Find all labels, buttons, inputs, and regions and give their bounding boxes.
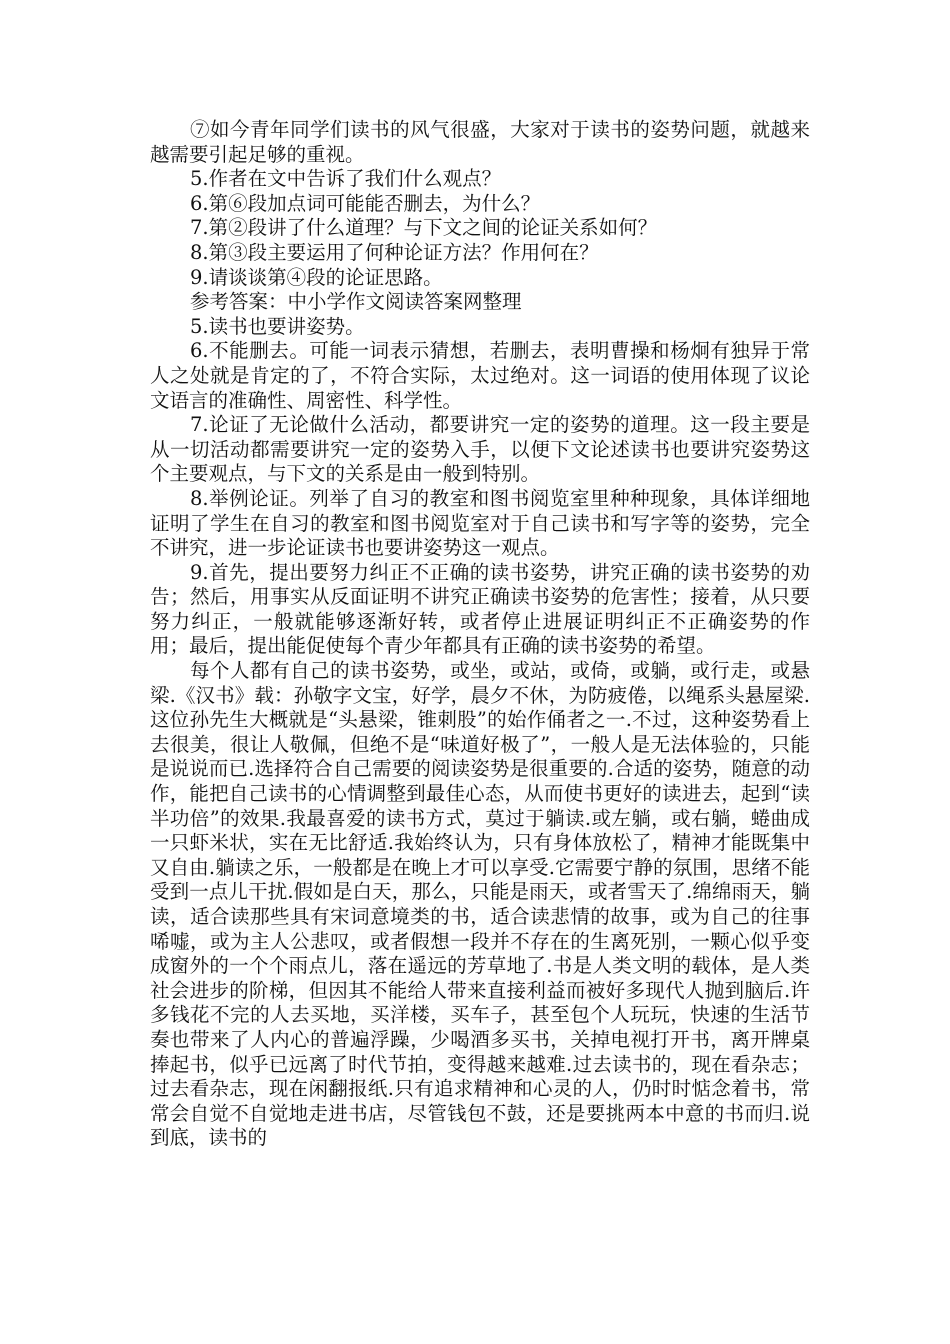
answer-key-heading: 参考答案：中小学作文阅读答案网整理 bbox=[190, 290, 522, 314]
question-9: 9.请谈谈第④段的论证思路。 bbox=[190, 265, 443, 289]
essay-paragraph-reading-posture: 每个人都有自己的读书姿势，或坐，或站，或倚，或躺，或行走，或悬梁.《汉书》载：孙敬字文宝，好学，晨夕不休，为防疲倦，以绳系头悬屋梁.这位孙先生大概就是“头悬梁，锥刺股”的始作俑者之一.不过，这种姿势看上去很美，很让人敬佩，但绝不是“味道好极了”，一般人是无法体验的，只能是说说而已.选择符合自己需要的阅读姿势是很重要的.合适的姿势，随意的动作，能把自己读书的心情调整到最佳心态，从而使书更好的读进去，起到“读半功倍”的效果.我最喜爱的读书方式，莫过于躺读.或左躺，或右躺，蜷曲成一只虾米状，实在无比舒适.我始终认为，只有身体放松了，精神才能既集中又自由.躺读之乐，一般都是在晚上才可以享受.它需要宁静的氛围，思绪不能受到一点儿干扰.假如是白天，那么，只能是雨天，或者雪天了.绵绵雨天，躺读，适合读那些具有宋词意境类的书，适合读悲情的故事，或为自己的往事唏嘘，或为主人公悲叹，或者假想一段并不存在的生离死别，一颗心似乎变成窗外的一个个雨点儿，落在遥远的芳草地了.书是人类文明的载体，是人类社会进步的阶梯，但因其不能给人带来直接利益而被好多现代人抛到脑后.许多钱花不完的人去买地，买洋楼，买车子，甚至包个人玩玩，快速的生活节奏也带来了人内心的普遍浮躁，少喝酒多买书，关掉电视打开书，离开牌桌捧起书，似乎已远离了时代节拍，变得越来越难.过去读书的，现在看杂志；过去看杂志，现在闲翻报纸.只有追求精神和心灵的人，仍时时惦念着书，常常会自觉不自觉地走进书店，尽管钱包不鼓，还是要挑两本中意的书而归.说到底，读书的 bbox=[150, 659, 810, 1150]
answer-6: 6.不能删去。可能一词表示猜想，若删去，表明曹操和杨炯有独异于常人之处就是肯定的了，不符合实际，太过绝对。这一词语的使用体现了议论文语言的准确性、周密性、科学性。 bbox=[150, 339, 810, 412]
question-8: 8.第③段主要运用了何种论证方法？作用何在？ bbox=[190, 240, 599, 264]
answer-5: 5.读书也要讲姿势。 bbox=[190, 314, 365, 338]
answer-8: 8.举例论证。列举了自习的教室和图书阅览室里种种现象，具体详细地证明了学生在自习的教室和图书阅览室对于自己读书和写字等的姿势，完全不讲究，进一步论证读书也要讲姿势这一观点。 bbox=[150, 486, 810, 560]
question-5: 5.作者在文中告诉了我们什么观点？ bbox=[190, 167, 502, 191]
answer-7: 7.论证了无论做什么活动，都要讲究一定的姿势的道理。这一段主要是从一切活动都需要讲究一定的姿势入手，以便下文论述读书也要讲究姿势这个主要观点，与下文的关系是由一般到特别。 bbox=[150, 413, 810, 486]
document-page bbox=[150, 118, 810, 1151]
paragraph-7-conclusion: ⑦如今青年同学们读书的风气很盛，大家对于读书的姿势问题，就越来越需要引起足够的重视。 bbox=[150, 118, 810, 166]
question-7: 7.第②段讲了什么道理？与下文之间的论证关系如何？ bbox=[190, 216, 658, 240]
answer-9: 9.首先，提出要努力纠正不正确的读书姿势，讲究正确的读书姿势的劝告；然后，用事实从反面证明不讲究正确读书姿势的危害性；接着，从只要努力纠正，一般就能够逐渐好转，或者停止进展证明纠正不正确姿势的作用；最后，提出能促使每个青少年都具有正确的读书姿势的希望。 bbox=[150, 560, 810, 658]
question-6: 6.第⑥段加点词可能能否删去，为什么？ bbox=[190, 191, 541, 215]
